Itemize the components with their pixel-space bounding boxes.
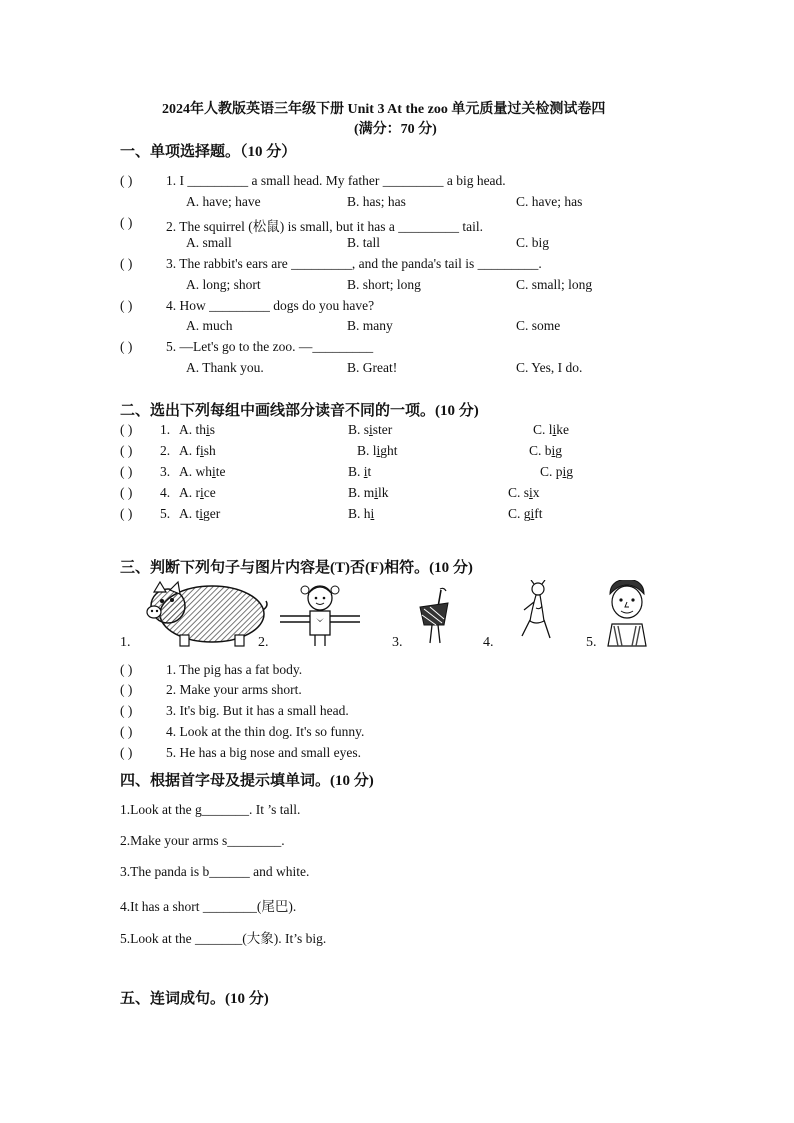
answer-bracket[interactable]: ( ) bbox=[120, 443, 133, 458]
underlined-letter: i bbox=[530, 506, 535, 521]
section3-title: 三、判断下列句子与图片内容是(T)否(F)相符。(10 分) bbox=[120, 560, 473, 576]
row-number: 2. bbox=[160, 443, 171, 458]
statement-text: 2. Make your arms short. bbox=[166, 682, 302, 697]
girl-picture bbox=[276, 582, 364, 648]
underlined-letter: i bbox=[374, 485, 379, 500]
option-a bbox=[179, 464, 226, 480]
answer-bracket[interactable]: ( ) bbox=[120, 464, 133, 479]
word-part: B. m bbox=[348, 485, 375, 500]
option-c: C. big bbox=[516, 235, 550, 250]
option-c: C. have; has bbox=[516, 194, 583, 209]
picture-label: 3. bbox=[392, 635, 403, 650]
word-part: x bbox=[532, 485, 540, 500]
row-number: 1. bbox=[160, 422, 171, 437]
word-part: C. g bbox=[508, 506, 531, 521]
underlined-letter: i bbox=[370, 506, 375, 521]
word-part: g bbox=[555, 443, 563, 458]
statement-text: 3. It's big. But it has a small head. bbox=[166, 703, 349, 718]
picture-label: 1. bbox=[120, 635, 131, 650]
answer-bracket[interactable]: ( ) bbox=[120, 298, 133, 313]
word-part: B. s bbox=[348, 422, 370, 437]
option-c: C. Yes, I do. bbox=[516, 360, 583, 375]
word-part: sh bbox=[203, 443, 216, 458]
picture-label: 2. bbox=[258, 635, 269, 650]
option-a bbox=[179, 422, 215, 438]
option-b: B. has; has bbox=[347, 194, 406, 209]
word-part: ke bbox=[556, 422, 570, 437]
fill-in-item[interactable]: 5.Look at the _______(大象). It’s big. bbox=[120, 931, 327, 946]
section1-title: 一、单项选择题。（10 分） bbox=[120, 144, 297, 160]
pig-picture bbox=[140, 580, 270, 648]
option-b bbox=[357, 443, 398, 459]
underlined-letter: i bbox=[206, 422, 210, 437]
word-part: t bbox=[367, 464, 372, 479]
word-part: ger bbox=[203, 506, 221, 521]
question-stem: 3. The rabbit's ears are _________, and the panda's tail is _________. bbox=[166, 256, 542, 271]
option-b bbox=[348, 464, 371, 480]
answer-bracket[interactable]: ( ) bbox=[120, 339, 133, 354]
section2-title: 二、选出下列每组中画线部分读音不同的一项。(10 分) bbox=[120, 403, 479, 419]
option-c bbox=[529, 443, 562, 459]
answer-bracket[interactable]: ( ) bbox=[120, 506, 133, 521]
word-part: C. b bbox=[529, 443, 552, 458]
answer-bracket[interactable]: ( ) bbox=[120, 215, 133, 230]
underlined-letter: i bbox=[212, 464, 216, 479]
option-b bbox=[348, 506, 374, 522]
option-b bbox=[348, 485, 389, 501]
option-a bbox=[179, 506, 220, 522]
page-title: 2024年人教版英语三年级下册 Unit 3 At the zoo 单元质量过关检测试卷四 bbox=[162, 102, 606, 117]
option-a: A. have; have bbox=[186, 194, 261, 209]
question-stem: 4. How _________ dogs do you have? bbox=[166, 298, 375, 313]
answer-bracket[interactable]: ( ) bbox=[120, 745, 133, 760]
word-part: te bbox=[215, 464, 226, 479]
option-b: B. Great! bbox=[347, 360, 398, 375]
option-c: C. small; long bbox=[516, 277, 593, 292]
statement-text: 4. Look at the thin dog. It's so funny. bbox=[166, 724, 365, 739]
word-part: ft bbox=[534, 506, 543, 521]
word-part: C. p bbox=[540, 464, 563, 479]
word-part: C. l bbox=[533, 422, 553, 437]
option-c bbox=[508, 506, 543, 522]
boy-picture bbox=[602, 580, 652, 648]
answer-bracket[interactable]: ( ) bbox=[120, 703, 133, 718]
word-part: A. f bbox=[179, 443, 200, 458]
row-number: 4. bbox=[160, 485, 171, 500]
word-part: B. h bbox=[348, 506, 371, 521]
word-part: s bbox=[209, 422, 216, 437]
question-stem: 5. —Let's go to the zoo. —_________ bbox=[166, 339, 374, 354]
section5-title: 五、连词成句。(10 分) bbox=[120, 991, 269, 1007]
underlined-letter: i bbox=[376, 443, 381, 458]
option-c bbox=[540, 464, 573, 480]
answer-bracket[interactable]: ( ) bbox=[120, 724, 133, 739]
option-a: A. small bbox=[186, 235, 232, 250]
word-part: A. r bbox=[179, 485, 200, 500]
option-c: C. some bbox=[516, 318, 561, 333]
fill-in-item[interactable]: 2.Make your arms s________. bbox=[120, 833, 285, 848]
option-a: A. Thank you. bbox=[186, 360, 264, 375]
underlined-letter: i bbox=[369, 422, 373, 437]
option-b: B. tall bbox=[347, 235, 380, 250]
ostrich-picture bbox=[410, 585, 458, 645]
underlined-letter: i bbox=[200, 485, 204, 500]
row-number: 5. bbox=[160, 506, 171, 521]
score-note: (满分：70 分) bbox=[354, 122, 437, 137]
word-part: A. wh bbox=[179, 464, 212, 479]
thin-dog-picture bbox=[512, 580, 558, 642]
answer-bracket[interactable]: ( ) bbox=[120, 173, 133, 188]
word-part: ce bbox=[203, 485, 216, 500]
answer-bracket[interactable]: ( ) bbox=[120, 422, 133, 437]
fill-in-item[interactable]: 3.The panda is b______ and white. bbox=[120, 864, 310, 879]
option-b: B. short; long bbox=[347, 277, 421, 292]
answer-bracket[interactable]: ( ) bbox=[120, 256, 133, 271]
word-part: B. l bbox=[357, 443, 377, 458]
option-a: A. long; short bbox=[186, 277, 261, 292]
answer-bracket[interactable]: ( ) bbox=[120, 682, 133, 697]
option-b bbox=[348, 422, 392, 438]
underlined-letter: i bbox=[200, 443, 204, 458]
statement-text: 1. The pig has a fat body. bbox=[166, 662, 303, 677]
fill-in-item[interactable]: 1.Look at the g_______. It ’s tall. bbox=[120, 802, 301, 817]
section4-title: 四、根据首字母及提示填单词。(10 分) bbox=[120, 773, 374, 789]
option-a bbox=[179, 443, 216, 459]
word-part: C. s bbox=[508, 485, 530, 500]
word-part: A. t bbox=[179, 506, 200, 521]
word-part: B. bbox=[348, 464, 364, 479]
underlined-letter: i bbox=[199, 506, 204, 521]
answer-bracket[interactable]: ( ) bbox=[120, 485, 133, 500]
row-number: 3. bbox=[160, 464, 171, 479]
option-a bbox=[179, 485, 216, 501]
fill-in-item[interactable]: 4.It has a short ________(尾巴). bbox=[120, 899, 297, 914]
option-a: A. much bbox=[186, 318, 233, 333]
underlined-letter: i bbox=[562, 464, 567, 479]
underlined-letter: i bbox=[552, 422, 557, 437]
question-stem: 2. The squirrel (松鼠) is small, but it has a _________ tail. bbox=[166, 219, 483, 234]
word-part: ght bbox=[380, 443, 398, 458]
option-c bbox=[508, 485, 540, 501]
underlined-letter: i bbox=[551, 443, 556, 458]
underlined-letter: i bbox=[529, 485, 533, 500]
word-part: lk bbox=[378, 485, 389, 500]
option-b: B. many bbox=[347, 318, 393, 333]
underlined-letter: i bbox=[363, 464, 368, 479]
word-part: A. th bbox=[179, 422, 206, 437]
word-part: g bbox=[566, 464, 574, 479]
option-c bbox=[533, 422, 569, 438]
statement-text: 5. He has a big nose and small eyes. bbox=[166, 745, 361, 760]
question-stem: 1. I _________ a small head. My father _________ a big head. bbox=[166, 173, 506, 188]
picture-label: 5. bbox=[586, 635, 597, 650]
answer-bracket[interactable]: ( ) bbox=[120, 662, 133, 677]
picture-label: 4. bbox=[483, 635, 494, 650]
word-part: ster bbox=[372, 422, 393, 437]
